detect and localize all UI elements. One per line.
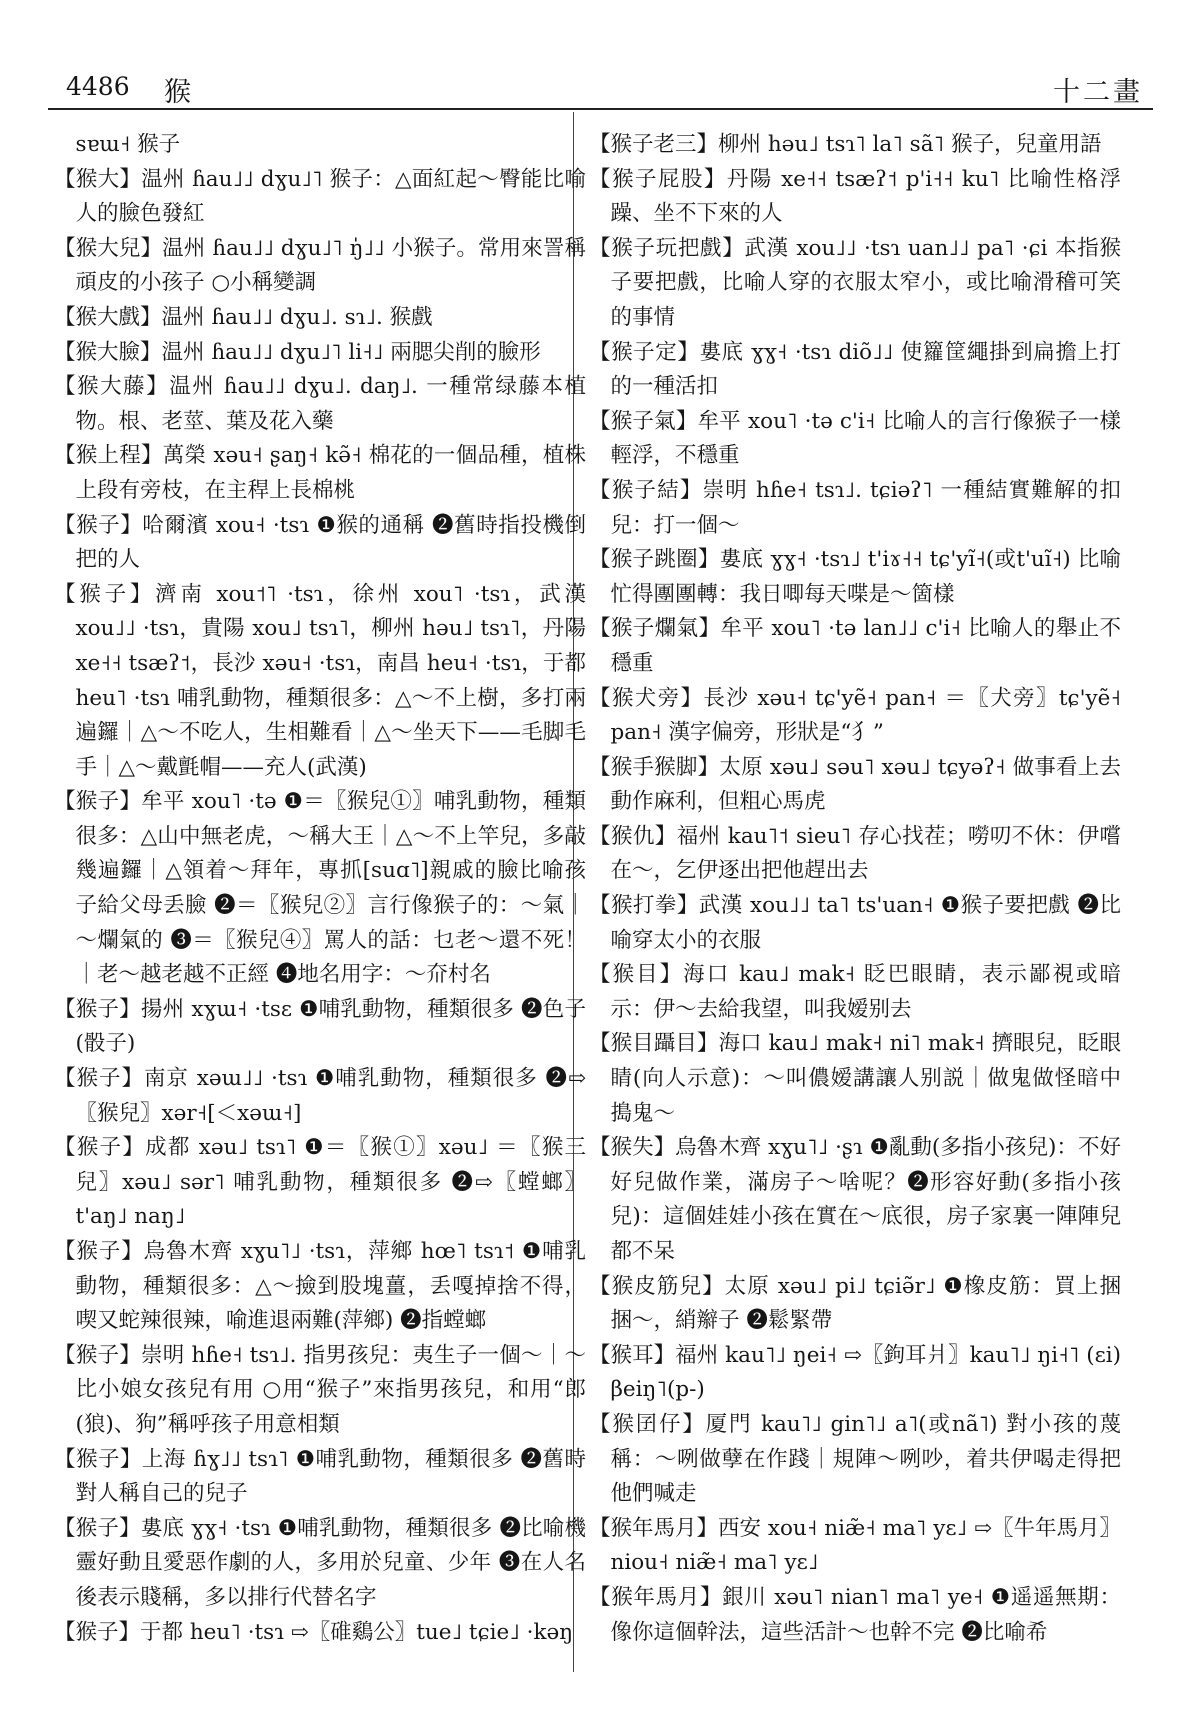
entry: 【猴仇】福州 kau˥˦ sieu˥ 存心找茬；嘮叨不休：伊嚐在～，乞伊逐出把他趕出去 — [589, 823, 1121, 884]
entry: 【猴子跳圈】婁底 ɣɣ˧ ·tsɿ˩ t'iɤ˧˧ tɕ'yĩ˧(或t'uĩ˧) 比喻忙得團團轉：我日唧每天喋是～箇樣 — [589, 547, 1121, 607]
entry: 【猴子】上海 ɦɣ˩˩ tsɿ˥ ❶哺乳動物，種類很多 ❷舊時對人稱自己的兒子 — [54, 1446, 586, 1507]
entry: 【猴子定】婁底 ɣɣ˧ ·tsɿ diõ˩˩ 使籮筐繩掛到扁擔上打的一種活扣 — [589, 339, 1121, 400]
entry: 【猴子】濟南 xou˦˥ ·tsɿ，徐州 xou˥ ·tsɿ，武漢 xou˩˩ ·tsɿ，貴陽 xou˩ tsɿ˥，柳州 həu˩ tsɿ˥，丹陽 xe˧˧ tsæʔ˦，長沙 xəu˧ ·tsɿ，南昌 heu˧ ·tsɿ，于都 heu˥ ·tsɿ 哺乳動物，種類很多：△～不上樹，多打兩遍鑼｜△～不吃人，生相難看｜△～坐天下——毛脚毛手｜△～戴氈帽——充人(武漢) — [54, 581, 586, 780]
entry: 【猴大兒】温州 ɦau˩˩ dɣu˩˥ ŋ̍˩˩ 小猴子。常用來詈稱頑皮的小孩子 ○小稱變調 — [54, 235, 586, 296]
entry: 【猴年馬月】西安 xou˧ niæ̃˧ ma˥ yɛ˩ ⇨〖牛年馬月〗niou˧ niæ̃˧ ma˥ yɛ˩ — [589, 1515, 1122, 1576]
entry: 【猴大藤】温州 ɦau˩˩ dɣu˩. daŋ˩. 一種常绿藤本植物。根、老莖、葉及花入藥 — [54, 374, 586, 434]
entry-continuation: sɐɯ˧ 猴子 — [75, 132, 181, 157]
entry: 【猴大戲】温州 ɦau˩˩ dɣu˩. sɿ˩. 猴戲 — [54, 304, 433, 330]
entry: 【猴囝仔】厦門 kau˥˩ gin˥˩ a˥(或nã˥) 對小孩的蔑稱：～咧做孽在作踐｜規陣～咧吵，着共伊喝走得把他們喊走 — [589, 1411, 1121, 1507]
left-column — [54, 128, 586, 1650]
entry: 【猴犬旁】長沙 xəu˧ tɕ'yẽ˧ pan˧ ＝〖犬旁〗tɕ'yẽ˧ pan˧ 漢字偏旁，形狀是“犭” — [589, 685, 1121, 746]
entry: 【猴子】婁底 ɣɣ˧ ·tsɿ ❶哺乳動物，種類很多 ❷比喻機靈好動且愛惡作劇的人，多用於兒童、少年 ❸在人名後表示賤稱，多以排行代替名字 — [54, 1515, 586, 1610]
entry: 【猴大臉】温州 ɦau˩˩ dɣu˩˥ li˧˩ 兩腮尖削的臉形 — [54, 339, 541, 365]
entry: 【猴皮筋兒】太原 xəu˩ pi˩ tɕiə̃r˩ ❶橡皮筋：買上捆捆～，綃辮子 ❷鬆緊帶 — [589, 1273, 1121, 1334]
entry: 【猴子】于都 heu˥ ·tsɿ ⇨〖碓鷄公〗tue˩ tɕie˩ ·kəŋ — [54, 1619, 574, 1645]
page-number: 4486 — [66, 72, 130, 101]
entry: 【猴子結】崇明 hɦe˧ tsɿ˩. tɕiəʔ˥ 一種結實難解的扣兒：打一個～ — [589, 477, 1121, 538]
entry: 【猴上程】萬榮 xəu˧ ʂaŋ˧ kə̃˧ 棉花的一個品種，植株上段有旁枝，在主稈上長棉桃 — [54, 443, 586, 503]
entry: 【猴子老三】柳州 həu˩ tsɿ˥ la˥ sã˥ 猴子，兒童用語 — [589, 132, 1102, 157]
entry: 【猴子玩把戲】武漢 xou˩˩ ·tsɿ uan˩˩ pa˥ ·ɕi 本指猴子要把戲，比喻人穿的衣服太窄小，或比喻滑稽可笑的事情 — [589, 235, 1121, 330]
entry: 【猴子】牟平 xou˥ ·tə ❶＝〖猴兒①〗哺乳動物，種類很多：△山中無老虎，～稱大王｜△～不上竿兒，多敲幾遍鑼｜△領着～拜年，專抓[suɑ˥]親戚的臉比喻孩子給父母丢臉 ❷＝〖猴兒②〗言行像猴子的：～氣｜～爛氣的 ❸＝〖猴兒④〗罵人的話：乜老～還不死！｜老～越老越不正經 ❹地名用字：～夼村名 — [54, 789, 586, 988]
entry: 【猴子】揚州 xɣɯ˧ ·tsɛ ❶哺乳動物，種類很多 ❷色子(骰子) — [54, 996, 586, 1057]
right-column — [589, 128, 1121, 1650]
entry: 【猴子】烏魯木齊 xɣu˥˩ ·tsɿ，萍鄉 hœ˥ tsɿ˦ ❶哺乳動物，種類很多：△～撿到股塊薑，丢嘎掉捨不得，喫又蛇辣很辣，喻進退兩難(萍鄉) ❷指螳螂 — [54, 1239, 586, 1334]
entry: 【猴子】南京 xəɯ˩˩ ·tsɿ ❶哺乳動物，種類很多 ❷⇨〖猴兒〗xər˧[＜xəɯ˧] — [54, 1066, 586, 1126]
entry: 【猴目躡目】海口 kau˩ mak˧ ni˥ mak˧ 擠眼兒，眨眼睛(向人示意)：～叫儂嫒講讓人别説｜做鬼做怪暗中搗鬼～ — [589, 1031, 1121, 1126]
entry: 【猴子爛氣】牟平 xou˥ ·tə lan˩˩ c'i˧ 比喻人的舉止不穩重 — [589, 616, 1121, 676]
entry: 【猴耳】福州 kau˥˩ ŋei˧ ⇨〖鉤耳爿〗kau˥˩ ŋi˧˥ (ɛi) βeiŋ˥(p-) — [589, 1342, 1121, 1403]
entry: 【猴子】崇明 hɦe˧ tsɿ˩. 指男孩兒：夷生子一個～｜～比小娘女孩兒有用 ○用“猴子”來指男孩兒，和用“郎(狼)、狗”稱呼孩子用意相類 — [54, 1342, 586, 1437]
page-header — [48, 62, 1153, 110]
entry: 【猴子氣】牟平 xou˥ ·tə c'i˧ 比喻人的言行像猴子一樣輕浮，不穩重 — [589, 408, 1121, 469]
entry: 【猴年馬月】銀川 xəu˥ nian˥ ma˥ ye˧ ❶遥遥無期：像你這個幹法，這些活計～也幹不完 ❷比喻希 — [589, 1584, 1121, 1645]
entry: 【猴打拳】武漢 xou˩˩ ta˥ ts'uan˧ ❶猴子要把戲 ❷比喻穿太小的衣服 — [589, 893, 1121, 953]
entry: 【猴目】海口 kau˩ mak˧ 眨巴眼睛，表示鄙視或暗示：伊～去給我望，叫我嫒别去 — [589, 962, 1121, 1022]
stroke-section: 十二畫 — [1053, 77, 1143, 108]
entry: 【猴子】成都 xəu˩ tsɿ˥ ❶＝〖猴①〗xəu˩ ＝〖猴三兒〗xəu˩ sər˥ 哺乳動物，種類很多 ❷⇨〖螳螂〗t'aŋ˩ naŋ˩ — [54, 1135, 586, 1230]
entry: 【猴手猴脚】太原 xəu˩ səu˥ xəu˩ tɕyəʔ˧ 做事看上去動作麻利，但粗心馬虎 — [589, 754, 1121, 815]
entry: 【猴子】哈爾濱 xou˧ ·tsɿ ❶猴的通稱 ❷舊時指投機倒把的人 — [54, 512, 586, 573]
entry: 【猴子屁股】丹陽 xe˧˧ tsæʔ˦ p'i˧˧ ku˥ 比喻性格浮躁、坐不下來的人 — [589, 166, 1121, 227]
entry: 【猴大】温州 ɦau˩˩ dɣu˩˥ 猴子：△面紅起～臀能比喻人的臉色發紅 — [54, 166, 586, 227]
entry: 【猴失】烏魯木齊 xɣu˥˩ ·ʂɿ ❶亂動(多指小孩兒)：不好好兒做作業，滿房子～啥呢？❷形容好動(多指小孩兒)：這個娃娃小孩在實在～底很，房子家裏一陣陣兒都不呆 — [589, 1135, 1121, 1264]
head-character: 猴 — [164, 77, 191, 108]
